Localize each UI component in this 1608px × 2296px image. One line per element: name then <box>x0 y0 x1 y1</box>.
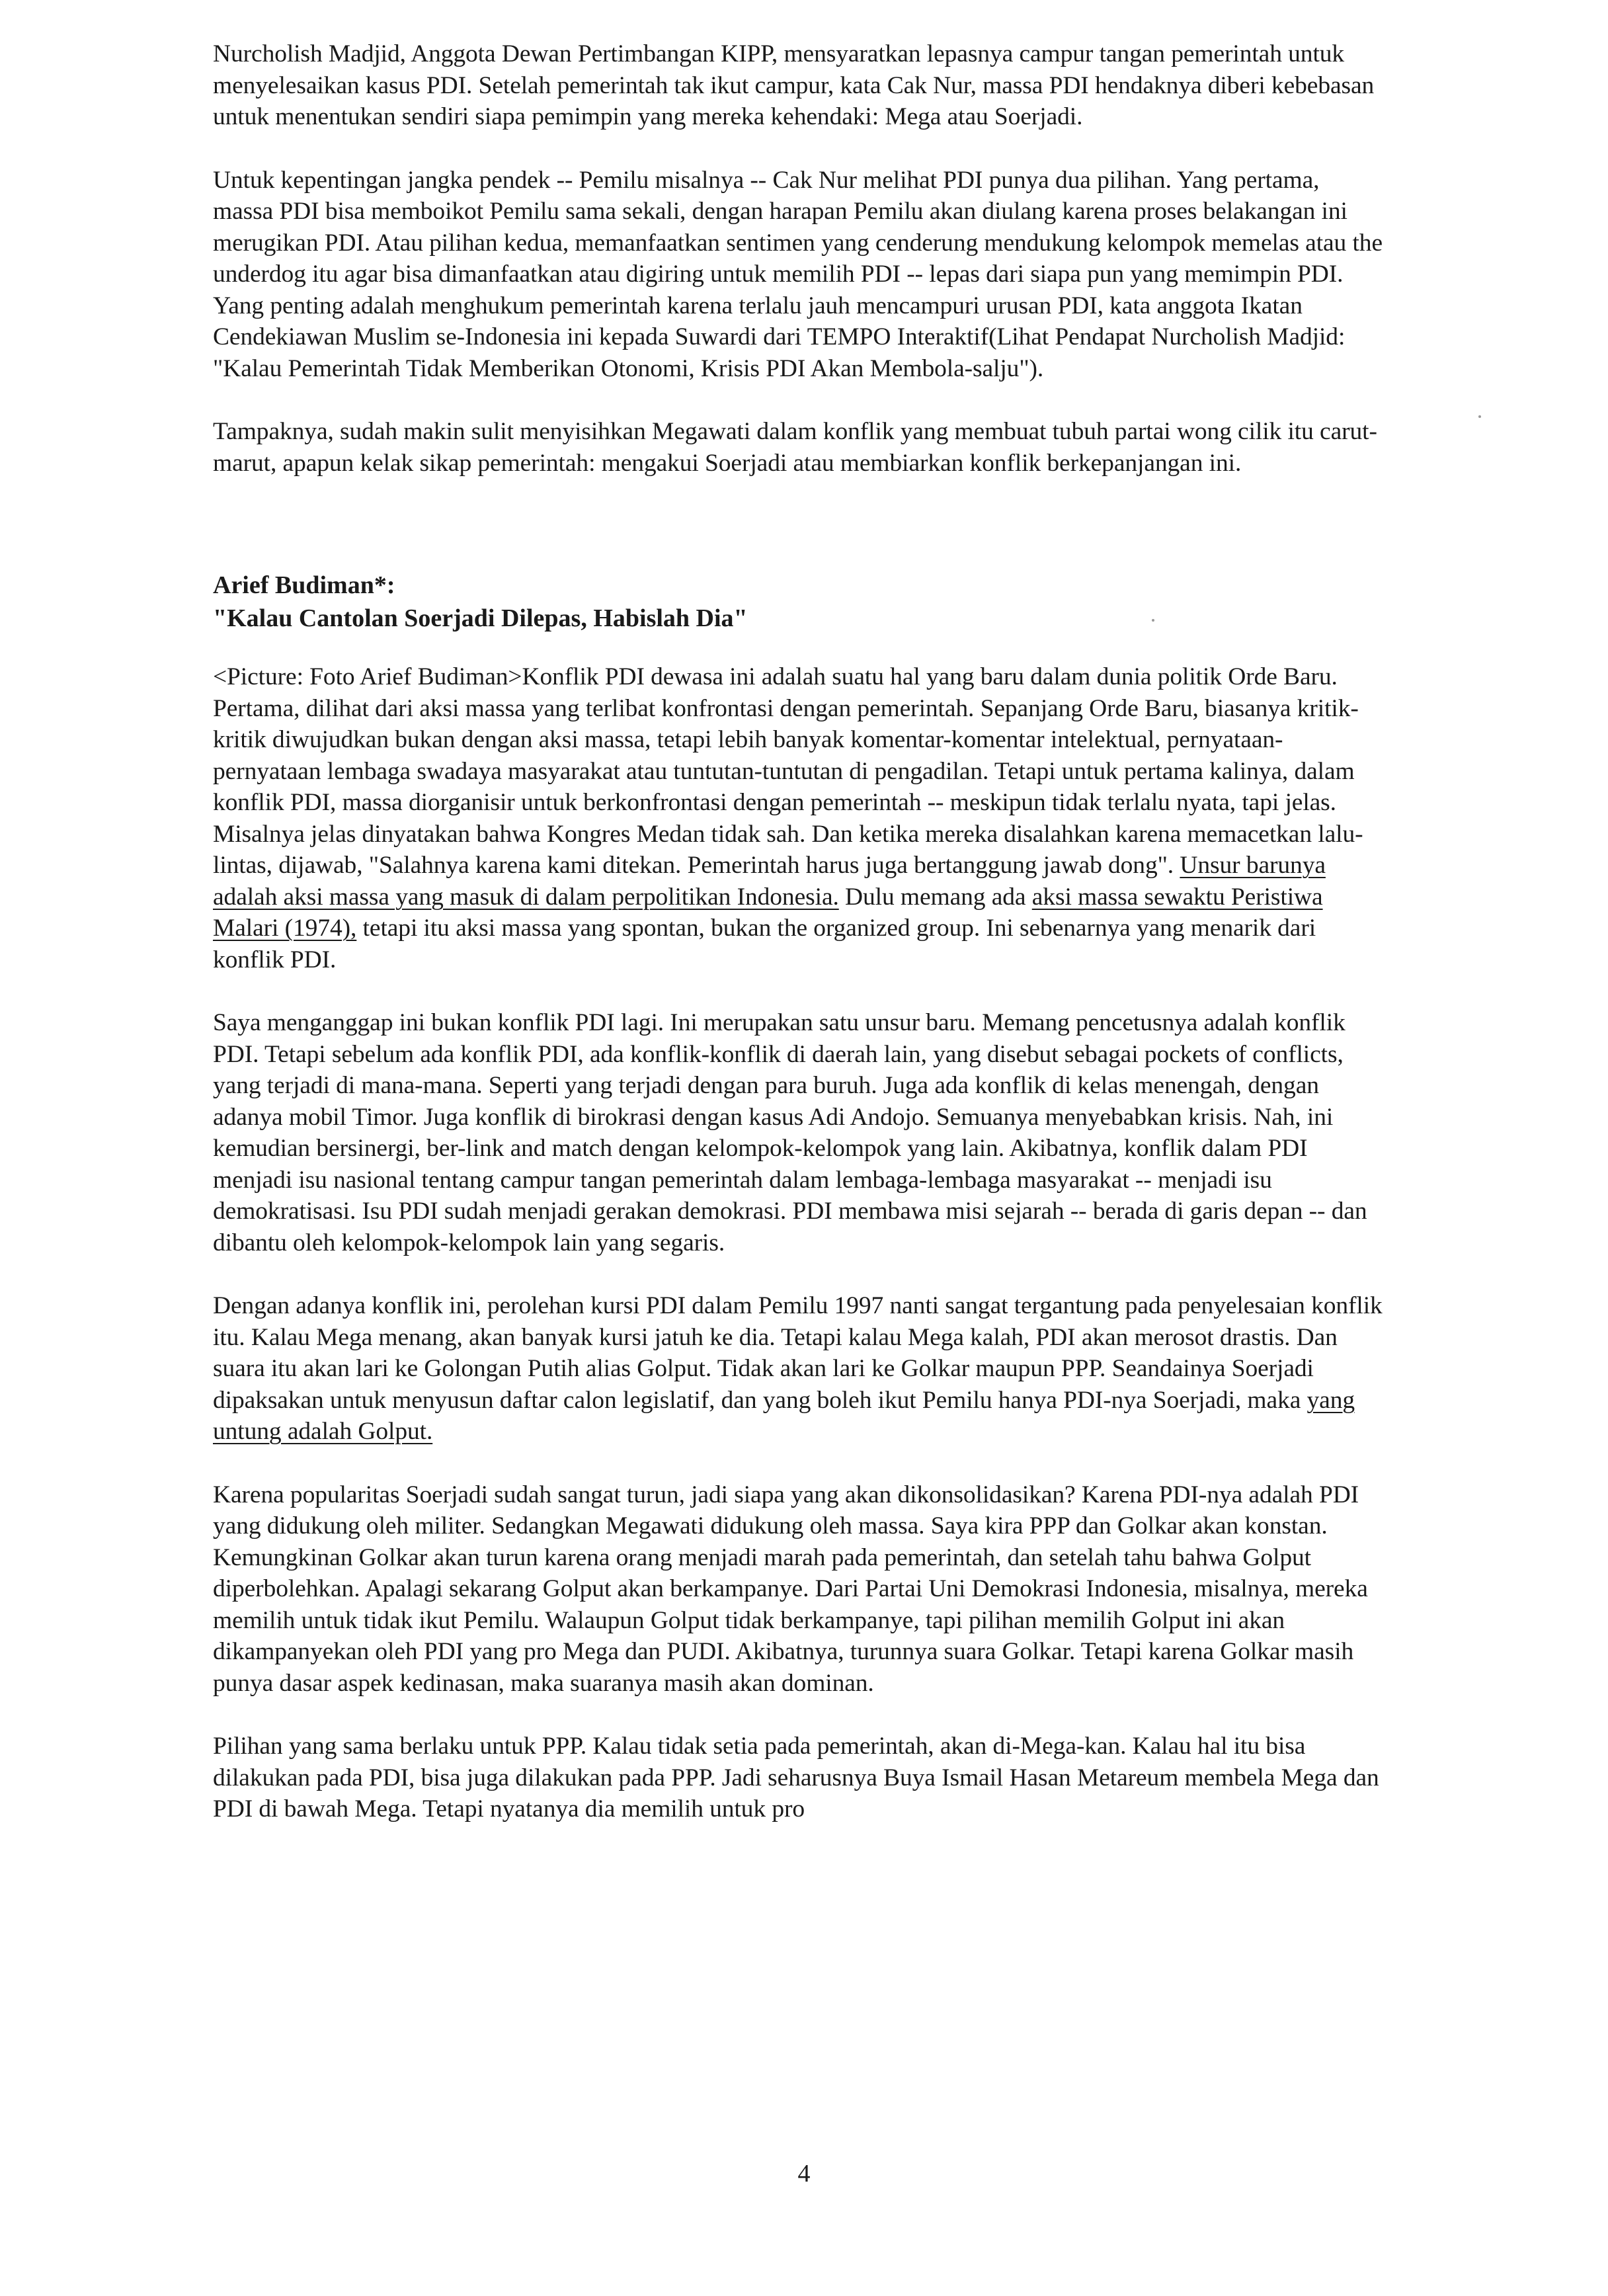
intro-paragraph-3: Tampaknya, sudah makin sulit menyisihkan Megawati dalam konflik yang membuat tubuh partai wong cilik itu carut-marut, apapun kelak sikap pemerintah: mengakui Soerjadi atau membiarkan konflik berkepanjangan ini. <box>213 418 1377 477</box>
interview-paragraph-2: Saya menganggap ini bukan konflik PDI lagi. Ini merupakan satu unsur baru. Memang pencetusnya adalah konflik PDI. Tetapi sebelum ada konflik PDI, ada konflik-konflik di daerah lain, yang disebut sebagai pockets of conflicts, yang terjadi di mana-mana. Seperti yang terjadi dengan para buruh. Juga ada konflik di kelas menengah, dengan adanya mobil Timor. Juga konflik di birokrasi dengan kasus Adi Andojo. Semuanya menyebabkan krisis. Nah, ini kemudian bersinergi, ber-link and match dengan kelompok-kelompok yang lain. Akibatnya, konflik dalam PDI menjadi isu nasional tentang campur tangan pemerintah dalam lembaga-lembaga masyarakat -- menjadi isu demokratisasi. Isu PDI sudah menjadi gerakan demokrasi. PDI membawa misi sejarah -- berada di garis depan -- dan dibantu oleh kelompok-kelompok lain yang segaris. <box>213 1009 1367 1256</box>
paragraph-text: tetapi itu aksi massa yang spontan, bukan the organized group. Ini sebenarnya yang menarik dari konflik PDI. <box>213 915 1316 973</box>
scan-speck <box>1478 415 1481 418</box>
interview-paragraph-1 <box>213 661 1383 975</box>
intro-paragraph-1: Nurcholish Madjid, Anggota Dewan Pertimbangan KIPP, mensyaratkan lepasnya campur tangan pemerintah untuk menyelesaikan kasus PDI. Setelah pemerintah tak ikut campur, kata Cak Nur, massa PDI hendaknya diberi kebebasan untuk menentukan sendiri siapa pemimpin yang mereka kehendaki: Mega atau Soerjadi. <box>213 40 1375 130</box>
paragraph-text: Dengan adanya konflik ini, perolehan kursi PDI dalam Pemilu 1997 nanti sangat tergantung pada penyelesaian konflik itu. Kalau Mega menang, akan banyak kursi jatuh ke dia. Tetapi kalau Mega kalah, PDI akan merosot drastis. Dan suara itu akan lari ke Golongan Putih alias Golput. Tidak akan lari ke Golkar maupun PPP. Seandainya Soerjadi dipaksakan untuk menyusun daftar calon legislatif, dan yang boleh ikut Pemilu hanya PDI-nya Soerjadi, maka <box>213 1292 1383 1414</box>
document-page <box>213 38 1383 1825</box>
author-heading: Arief Budiman*: <box>213 571 395 599</box>
paragraph-text: <Picture: Foto Arief Budiman>Konflik PDI dewasa ini adalah suatu hal yang baru dalam dunia politik Orde Baru. Pertama, dilihat dari aksi massa yang terlibat konfrontasi dengan pemerintah. Sepanjang Orde Baru, biasanya kritik-kritik diwujudkan bukan dengan aksi massa, tetapi lebih banyak komentar-komentar intelektual, pernyataan-pernyataan lembaga swadaya masyarakat atau tuntutan-tuntutan di pengadilan. Tetapi untuk pertama kalinya, dalam konflik PDI, massa diorganisir untuk berkonfrontasi dengan pemerintah -- meskipun tidak terlalu nyata, tapi jelas. Misalnya jelas dinyatakan bahwa Kongres Medan tidak sah. Dan ketika mereka disalahkan karena memacetkan lalu-lintas, dijawab, "Salahnya karena kami ditekan. Pemerintah harus juga bertanggung jawab dong". <box>213 663 1363 879</box>
underlined-text: Unsur barunya adalah aksi massa yang masuk di dalam perpolitikan Indonesia. <box>213 852 1326 911</box>
interview-section <box>213 569 1383 1825</box>
underlined-text: yang untung adalah Golput. <box>213 1386 1355 1445</box>
interview-paragraph-4: Karena popularitas Soerjadi sudah sangat turun, jadi siapa yang akan dikonsolidasikan? Karena PDI-nya adalah PDI yang didukung oleh militer. Sedangkan Megawati didukung oleh massa. Saya kira PPP dan Golkar akan konstan. Kemungkinan Golkar akan turun karena orang menjadi marah pada pemerintah, dan setelah tahu bahwa Golput diperbolehkan. Apalagi sekarang Golput akan berkampanye. Dari Partai Uni Demokrasi Indonesia, misalnya, mereka memilih untuk tidak ikut Pemilu. Walaupun Golput tidak berkampanye, tapi pilihan memilih Golput ini akan dikampanyekan oleh PDI yang pro Mega dan PUDI. Akibatnya, turunnya suara Golkar. Tetapi karena Golkar masih punya dasar aspek kedinasan, maka suaranya masih akan dominan. <box>213 1481 1368 1697</box>
paragraph-text: Dulu memang ada <box>845 883 1026 911</box>
intro-paragraph-2: Untuk kepentingan jangka pendek -- Pemilu misalnya -- Cak Nur melihat PDI punya dua pilihan. Yang pertama, massa PDI bisa memboikot Pemilu sama sekali, dengan harapan Pemilu akan diulang karena proses belakangan ini merugikan PDI. Atau pilihan kedua, memanfaatkan sentimen yang cenderung mendukung kelompok memelas atau the underdog itu agar bisa dimanfaatkan atau digiring untuk memilih PDI -- lepas dari siapa pun yang memimpin PDI. Yang penting adalah menghukum pemerintah karena terlalu jauh mencampuri urusan PDI, kata anggota Ikatan Cendekiawan Muslim se-Indonesia ini kepada Suwardi dari TEMPO Interaktif(Lihat Pendapat Nurcholish Madjid: "Kalau Pemerintah Tidak Memberikan Otonomi, Krisis PDI Akan Membola-salju"). <box>213 166 1383 382</box>
interview-paragraph-3 <box>213 1290 1383 1448</box>
underlined-text: aksi massa sewaktu Peristiwa Malari (1974), <box>213 883 1323 942</box>
interview-title: "Kalau Cantolan Soerjadi Dilepas, Habislah Dia" <box>213 604 748 632</box>
interview-paragraph-5: Pilihan yang sama berlaku untuk PPP. Kalau tidak setia pada pemerintah, akan di-Mega-kan. Kalau hal itu bisa dilakukan pada PDI, bisa juga dilakukan pada PPP. Jadi seharusnya Buya Ismail Hasan Metareum membela Mega dan PDI di bawah Mega. Tetapi nyatanya dia memilih untuk pro <box>213 1733 1379 1823</box>
page-number: 4 <box>797 2160 811 2188</box>
scan-speck <box>1152 619 1154 622</box>
